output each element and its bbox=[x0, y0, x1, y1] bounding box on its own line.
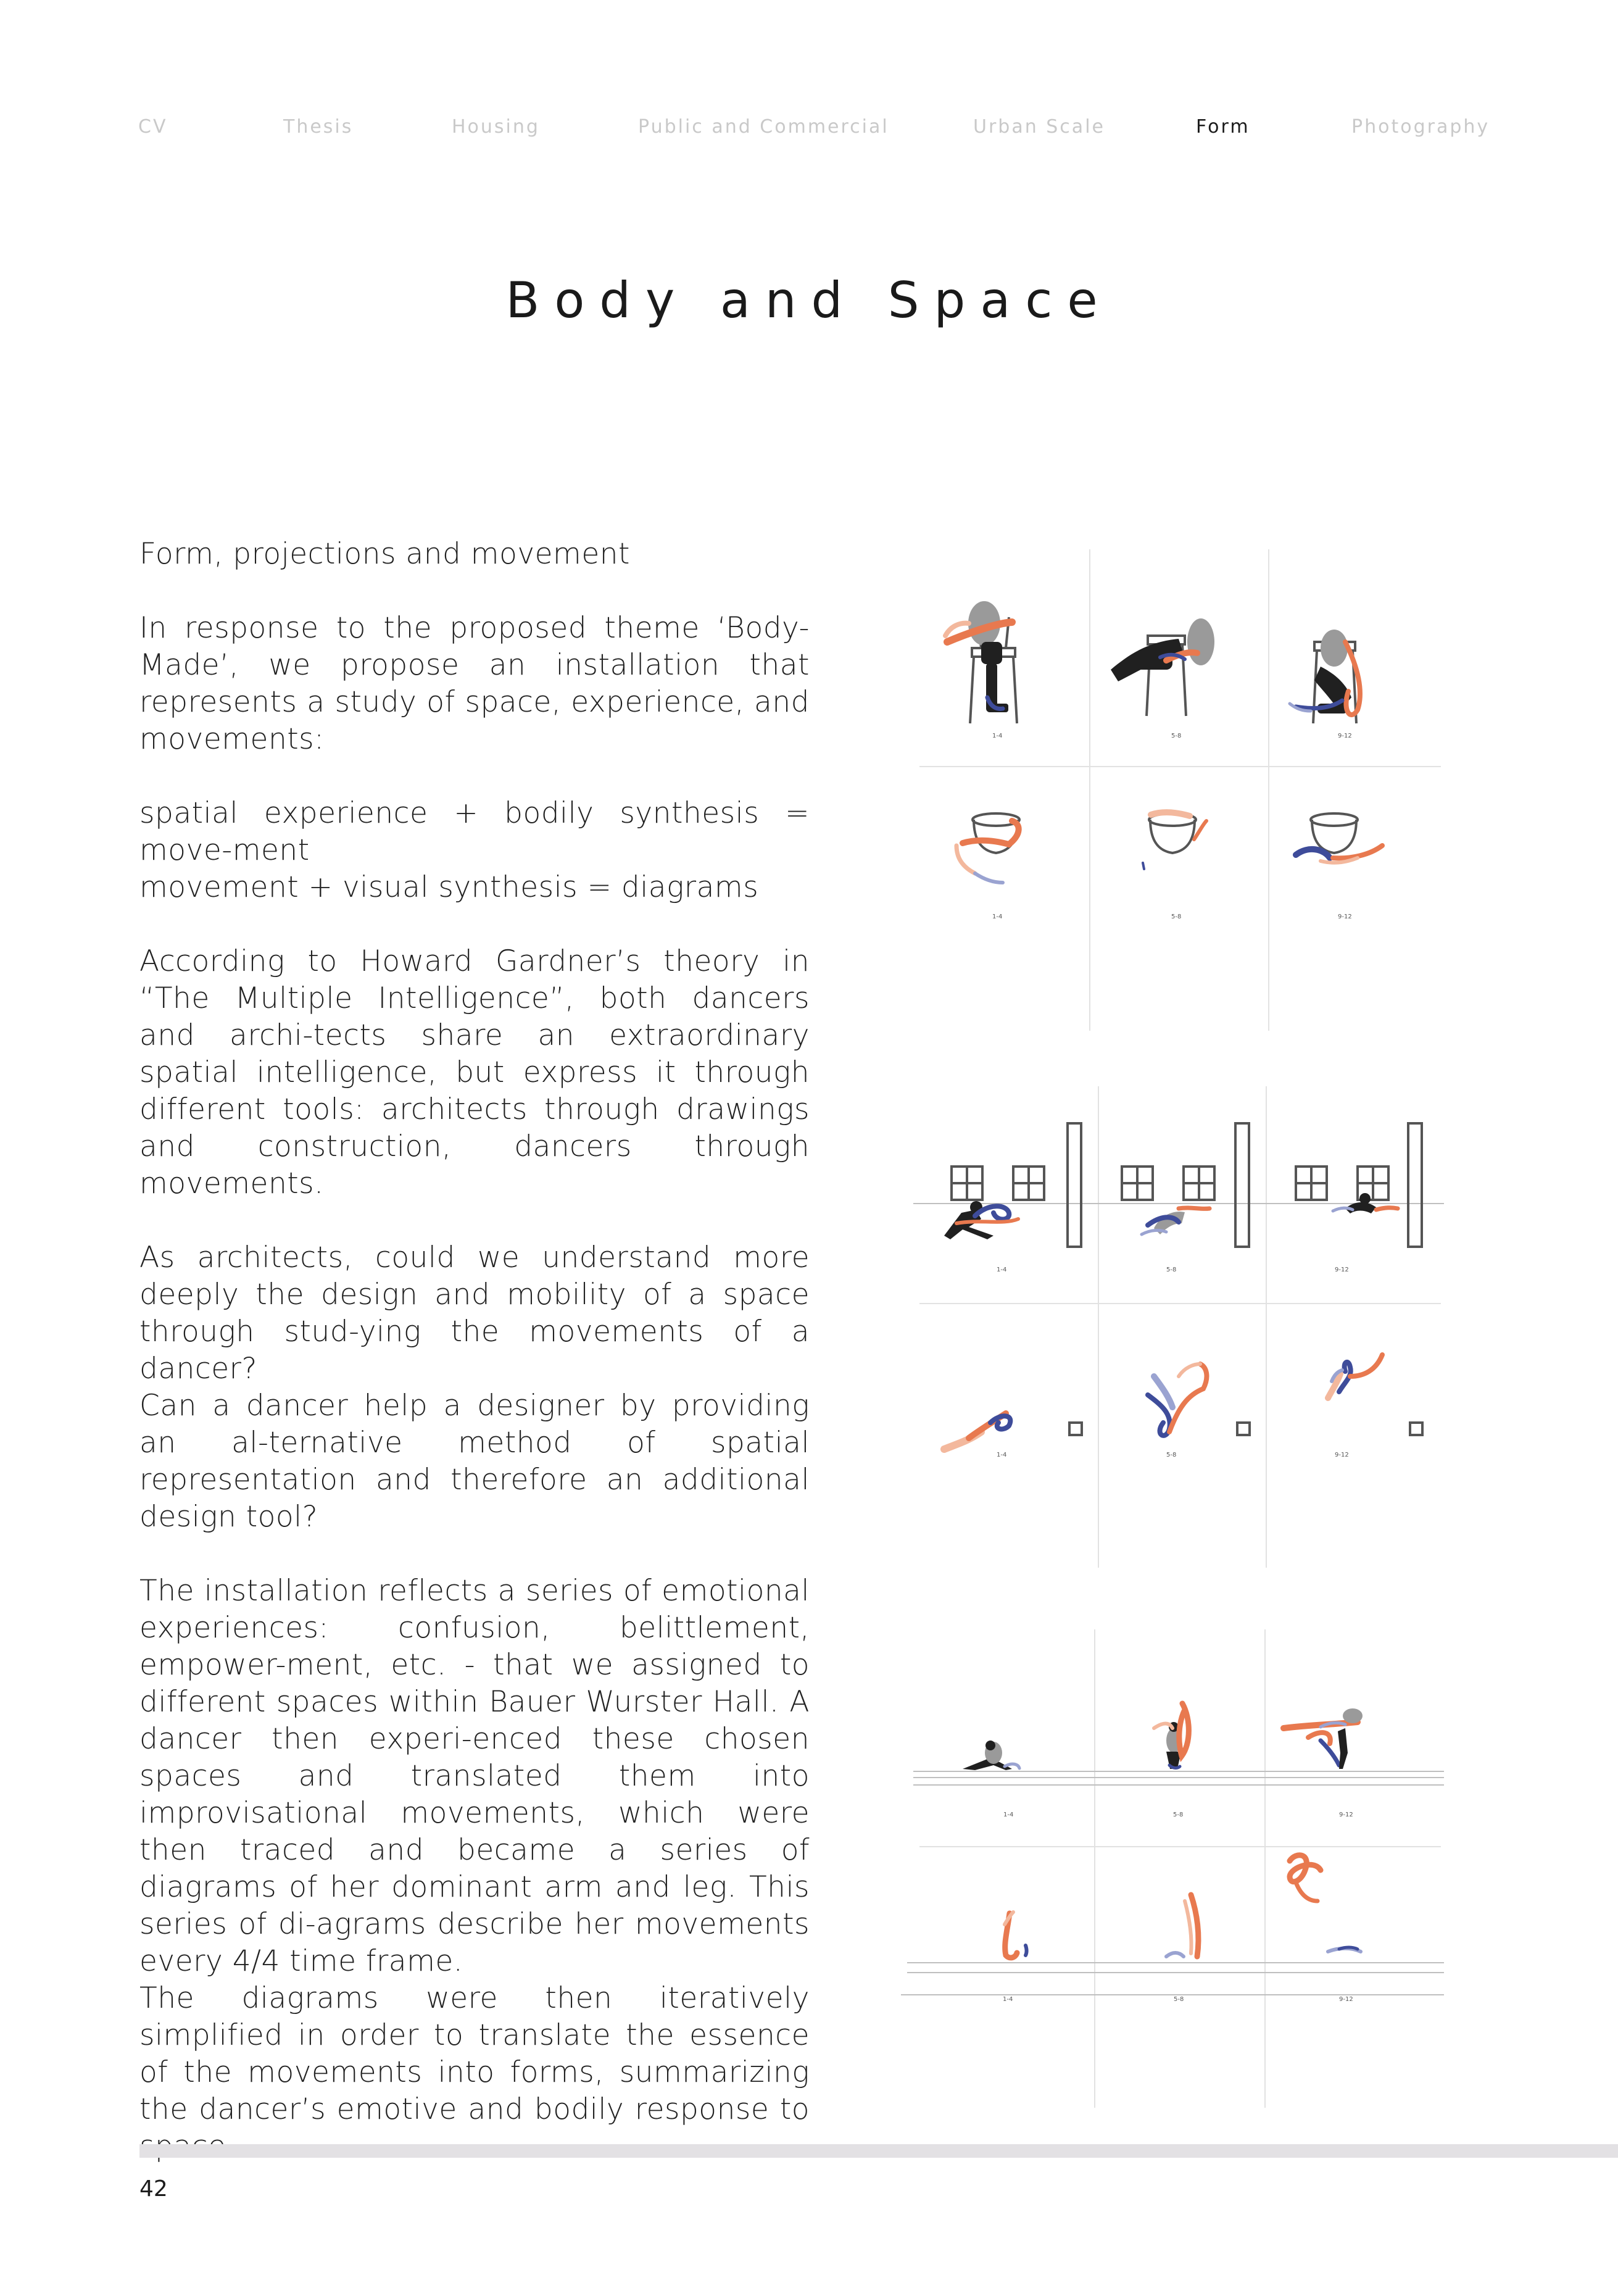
paragraph-installation: The installation reflects a series of emotional experiences: confusion, belittlement, empower-ment, etc. - that we assigned to different spaces within Bauer Wurster Hall. A dancer then experi-enced these chosen spaces and translated them into improvisational movements, which were then traced and became a series of diagrams of her dominant arm and leg. This series of di-agrams describe her movements every 4/4 time frame. bbox=[139, 1574, 810, 1978]
frame-label: 9-12 bbox=[1338, 913, 1352, 920]
frame-label: 9-12 bbox=[1335, 1267, 1349, 1273]
movement-trace-frame-3 bbox=[1296, 813, 1382, 863]
frame-label: 1-4 bbox=[997, 1267, 1007, 1273]
frame-label: 1-4 bbox=[992, 913, 1003, 920]
wall-panel bbox=[1408, 1123, 1422, 1247]
frame-label: 5-8 bbox=[1166, 1452, 1177, 1458]
dancer-photo-frame-2 bbox=[1154, 1703, 1189, 1769]
frame-label: 5-8 bbox=[1173, 1811, 1184, 1818]
movement-trace-frame-3 bbox=[1290, 1855, 1361, 1952]
frame-label: 5-8 bbox=[1171, 913, 1182, 920]
frame-label: 9-12 bbox=[1339, 1996, 1353, 2003]
paragraph-simplification: The diagrams were then iteratively simplified in order to translate the essence of the movements into forms, summarizing the dancer’s emotive and bodily response to bbox=[139, 1981, 810, 2126]
nav-item-cv[interactable]: CV bbox=[138, 116, 168, 138]
movement-trace-frame-3 bbox=[1328, 1355, 1422, 1435]
nav-item-photography[interactable]: Photography bbox=[1351, 116, 1490, 138]
movement-trace-frame-1 bbox=[1005, 1912, 1027, 1958]
dancer-photo-frame-1 bbox=[944, 1201, 1018, 1239]
frame-label: 5-8 bbox=[1166, 1267, 1177, 1273]
window-icon bbox=[1296, 1167, 1388, 1200]
paragraph-gardner: According to Howard Gardner’s theory in “The Multiple Intelligence”, both dancers and archi-tects share an extraordinary spatial intelligence, but express it through different tools: architects through drawings and construction, dancers through movements. bbox=[139, 944, 810, 1200]
movement-trace-frame-1 bbox=[944, 1413, 1082, 1449]
movement-trace-frame-1 bbox=[956, 813, 1019, 883]
dancer-photo-frame-1 bbox=[963, 1741, 1019, 1770]
frame-label: 9-12 bbox=[1339, 1811, 1353, 1818]
frame-label: 1-4 bbox=[997, 1452, 1007, 1458]
frame-label: 9-12 bbox=[1335, 1452, 1349, 1458]
frame-label: 1-4 bbox=[1003, 1996, 1013, 2003]
wall-panel bbox=[1068, 1123, 1081, 1247]
paragraph-question-1: As architects, could we understand more deeply the design and mobility of a space through stud-ying the movements of a dancer? bbox=[139, 1241, 810, 1386]
movement-trace-frame-2 bbox=[1166, 1895, 1198, 1957]
dancer-photo-frame-2 bbox=[1142, 1208, 1209, 1234]
dancer-photo-frame-2 bbox=[1111, 618, 1214, 716]
equation-diagrams: movement + visual synthesis = diagrams bbox=[139, 870, 759, 904]
page-number: 42 bbox=[139, 2176, 168, 2202]
wall-panel bbox=[1235, 1123, 1249, 1247]
nav-item-thesis[interactable]: Thesis bbox=[283, 116, 354, 138]
nav-item-urban-scale[interactable]: Urban Scale bbox=[973, 116, 1105, 138]
frame-label: 5-8 bbox=[1174, 1996, 1184, 2003]
diagram-floor-study bbox=[889, 1629, 1456, 2111]
frame-label: 9-12 bbox=[1338, 733, 1352, 739]
body-text bbox=[139, 536, 810, 2165]
diagram-chair-study bbox=[889, 549, 1456, 1031]
top-navigation bbox=[0, 116, 1618, 146]
nav-item-housing[interactable]: Housing bbox=[452, 116, 540, 138]
dancer-photo-frame-3 bbox=[1284, 1708, 1363, 1769]
footer-bar bbox=[139, 2144, 1618, 2158]
frame-label: 1-4 bbox=[1003, 1811, 1014, 1818]
movement-trace-frame-2 bbox=[1148, 1364, 1250, 1436]
movement-trace-frame-2 bbox=[1143, 812, 1206, 869]
frame-label: 5-8 bbox=[1171, 733, 1182, 739]
section-subtitle: Form, projections and movement bbox=[139, 537, 630, 571]
diagram-wall-study bbox=[889, 1086, 1456, 1568]
window-icon bbox=[1122, 1167, 1214, 1200]
equation-movement: spatial experience + bodily synthesis = move-ment bbox=[139, 796, 810, 867]
paragraph-intro: In response to the proposed theme ‘Body-Made’, we propose an installation that represents a study of space, experience, and movements: bbox=[139, 611, 810, 756]
paragraph-question-2: Can a dancer help a designer by providing an al-ternative method of spatial representation and therefore an additional design tool? bbox=[139, 1389, 810, 1534]
page-title: Body and Space bbox=[505, 272, 1113, 329]
frame-label: 1-4 bbox=[992, 733, 1003, 739]
window-icon bbox=[952, 1167, 1044, 1200]
nav-item-public-and-commercial[interactable]: Public and Commercial bbox=[638, 116, 889, 138]
nav-item-form[interactable]: Form bbox=[1196, 116, 1250, 138]
dancer-photo-frame-3 bbox=[1290, 630, 1360, 723]
dancer-photo-frame-1 bbox=[945, 601, 1017, 723]
